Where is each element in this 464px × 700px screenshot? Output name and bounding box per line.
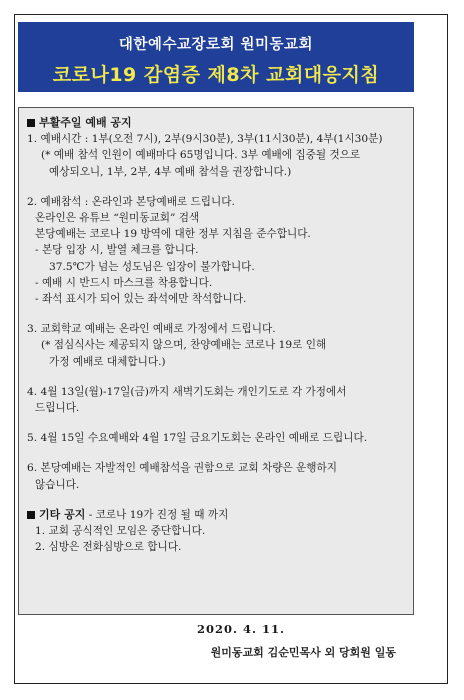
item4-line: 4. 4월 13일(월)-17일(금)까지 새벽기도회는 개인기도로 각 가정에서 xyxy=(27,385,347,398)
item4-line: 드립니다. xyxy=(35,402,80,415)
item2-rule: - 좌석 표시가 되어 있는 좌석에만 착석합니다. xyxy=(35,293,247,306)
item1-line: 1. 예배시간 : 1부(오전 7시), 2부(9시30분), 3부(11시30분), 4부(1시30분) xyxy=(27,133,383,146)
item2-rule: 37.5℃가 넘는 성도님은 입장이 불가합니다. xyxy=(49,260,255,273)
other-item: 2. 심방은 전화심방으로 합니다. xyxy=(35,541,182,554)
item2-line: 2. 예배참석 : 온라인과 본당예배로 드립니다. xyxy=(27,195,235,208)
item6-line: 않습니다. xyxy=(35,478,80,491)
item2-line: 온라인은 유튜브 “원미동교회” 검색 xyxy=(35,212,200,225)
square-bullet-icon xyxy=(27,511,35,519)
document-title: 코로나19 감염증 제8차 교회대응지침 xyxy=(52,64,380,86)
item2-rule: - 예배 시 반드시 마스크를 착용합니다. xyxy=(35,276,213,289)
square-bullet-icon xyxy=(27,119,35,127)
organization-name: 대한예수교장로회 원미동교회 xyxy=(118,37,314,53)
item3-line: 3. 교회학교 예배는 온라인 예배로 가정에서 드립니다. xyxy=(27,323,276,336)
document-date: 2020. 4. 11. xyxy=(197,622,286,636)
signature: 원미동교회 김순민목사 외 당회원 일동 xyxy=(210,646,396,659)
item5-line: 5. 4월 15일 수요예배와 4월 17일 금요기도회는 온라인 예배로 드립니다. xyxy=(27,432,368,445)
item2-rule: - 본당 입장 시, 발열 체크를 합니다. xyxy=(35,244,199,257)
section-heading-other: 기타 공지 - 코로나 19가 진정 될 때 까지 xyxy=(27,507,407,523)
notice-box xyxy=(18,107,414,615)
item3-note: 가정 예배로 대체합니다.) xyxy=(49,355,166,368)
item1-note: 예상되오니, 1부, 2부, 4부 예배 참석을 권장합니다.) xyxy=(49,165,292,178)
section-heading-easter: 부활주일 예배 공지 xyxy=(27,115,407,131)
header-banner xyxy=(18,22,414,92)
other-item: 1. 교회 공식적인 모임은 중단합니다. xyxy=(35,525,206,538)
item1-note: (* 예배 참석 인원이 예배마다 65명입니다. 3부 예배에 집중될 것으로 xyxy=(41,149,361,162)
item3-note: (* 점심식사는 제공되지 않으며, 찬양예배는 코로나 19로 인해 xyxy=(41,339,327,352)
item2-line: 본당예배는 코로나 19 방역에 대한 정부 지침을 준수합니다. xyxy=(35,228,311,241)
item6-line: 6. 본당예배는 자발적인 예배참석을 권함으로 교회 차량은 운행하지 xyxy=(27,462,337,475)
